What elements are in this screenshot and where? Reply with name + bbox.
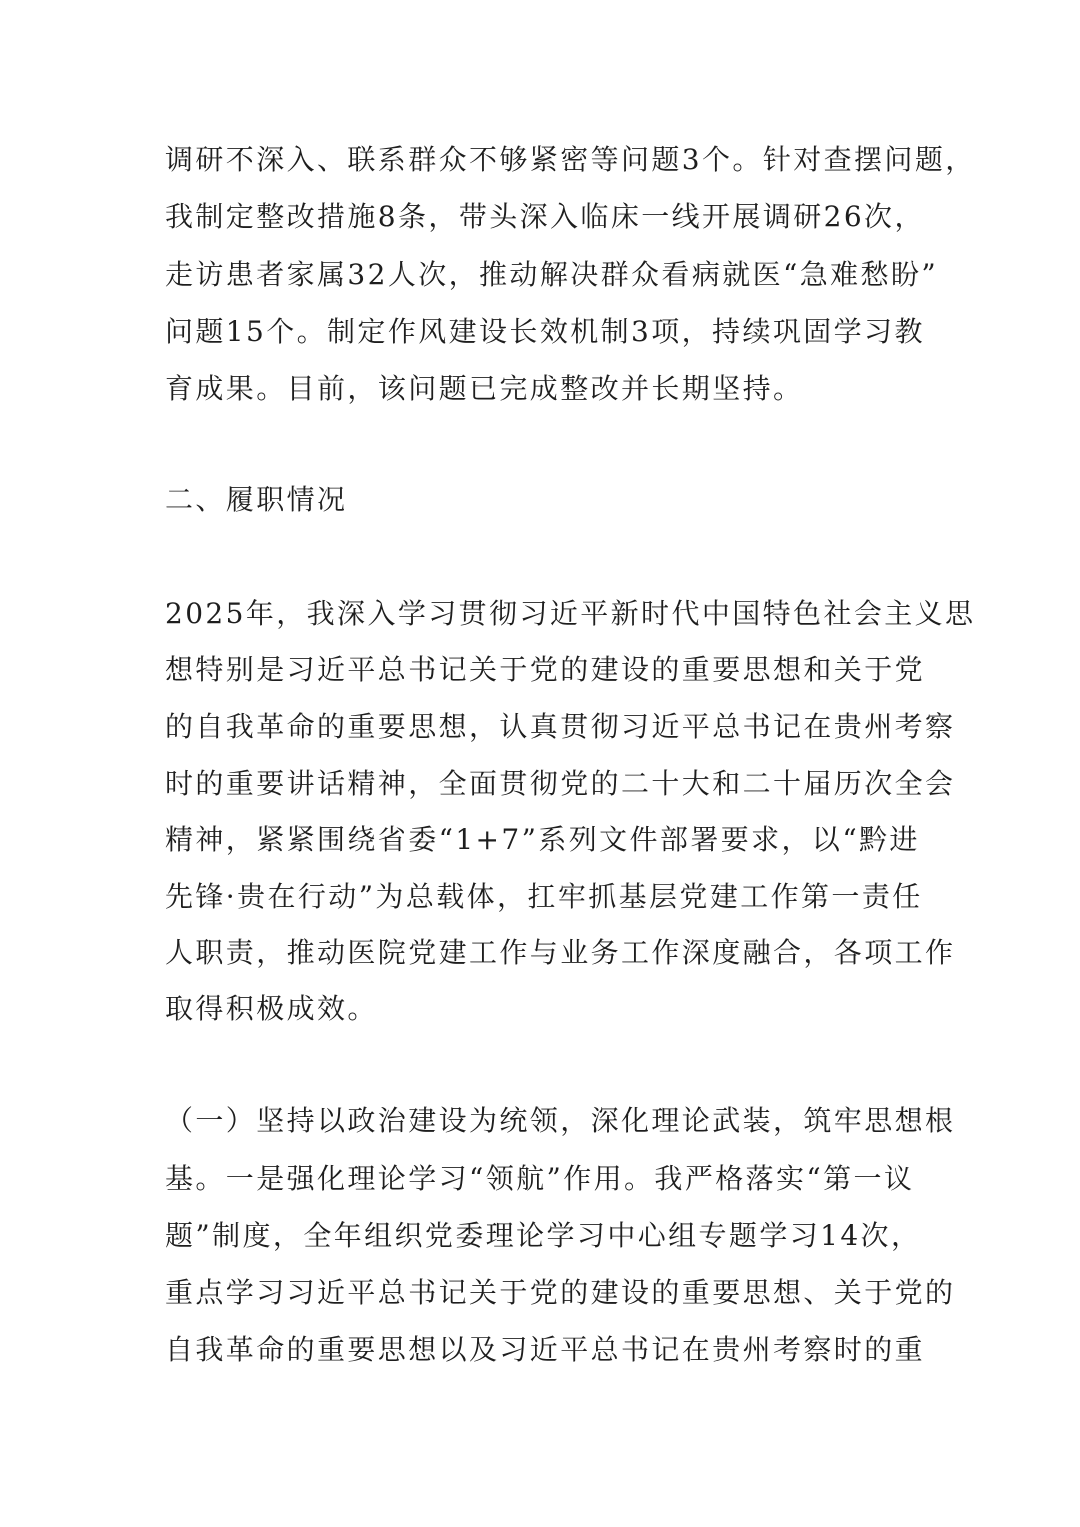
paragraph-1-line-4: 问题15个。制定作风建设长效机制3项，持续巩固学习教 bbox=[165, 315, 925, 348]
paragraph-2-line-4: 时的重要讲话精神，全面贯彻党的二十大和二十届历次全会 bbox=[165, 767, 956, 800]
paragraph-2-line-7: 人职责，推动医院党建工作与业务工作深度融合，各项工作 bbox=[165, 936, 956, 969]
paragraph-3-line-4: 重点学习习近平总书记关于党的建设的重要思想、关于党的 bbox=[165, 1276, 956, 1309]
paragraph-1-line-3: 走访患者家属32人次，推动解决群众看病就医“急难愁盼” bbox=[165, 258, 939, 291]
paragraph-1-line-1: 调研不深入、联系群众不够紧密等问题3个。针对查摆问题， bbox=[165, 143, 976, 176]
paragraph-3-line-3: 题”制度，全年组织党委理论学习中心组专题学习14次， bbox=[165, 1219, 922, 1252]
paragraph-3-line-2: 基。一是强化理论学习“领航”作用。我严格落实“第一议 bbox=[165, 1162, 915, 1195]
paragraph-2-line-2: 想特别是习近平总书记关于党的建设的重要思想和关于党 bbox=[165, 653, 926, 686]
section-heading: 二、履职情况 bbox=[165, 483, 348, 516]
paragraph-1-line-2: 我制定整改措施8条，带头深入临床一线开展调研26次， bbox=[165, 200, 925, 233]
paragraph-2-line-8: 取得积极成效。 bbox=[165, 992, 378, 1025]
paragraph-2-line-3: 的自我革命的重要思想，认真贯彻习近平总书记在贵州考察 bbox=[165, 710, 956, 743]
paragraph-2-line-6: 先锋·贵在行动”为总载体，扛牢抓基层党建工作第一责任 bbox=[165, 880, 923, 913]
paragraph-3-line-5: 自我革命的重要思想以及习近平总书记在贵州考察时的重 bbox=[165, 1333, 926, 1366]
paragraph-1-line-5: 育成果。目前，该问题已完成整改并长期坚持。 bbox=[165, 372, 804, 405]
paragraph-2-line-1: 2025年，我深入学习贯彻习近平新时代中国特色社会主义思 bbox=[165, 597, 976, 630]
paragraph-2-line-5: 精神，紧紧围绕省委“1+7”系列文件部署要求，以“黔进 bbox=[165, 823, 920, 856]
paragraph-3-line-1: （一）坚持以政治建设为统领，深化理论武装，筑牢思想根 bbox=[165, 1104, 956, 1137]
